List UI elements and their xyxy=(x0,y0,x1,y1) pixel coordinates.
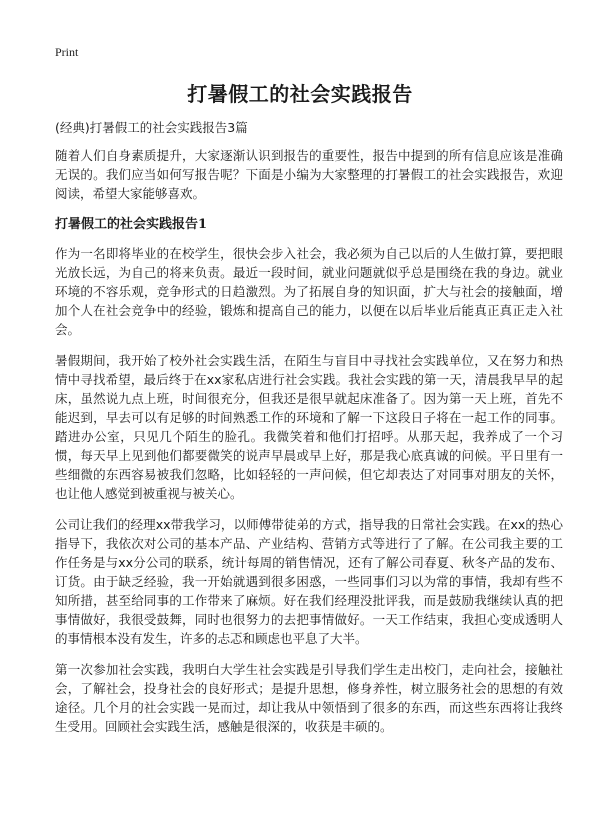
body-paragraph: 作为一名即将毕业的在校学生，很快会步入社会，我必须为自己以后的人生做打算，要把眼光放长远，为自己的将来负责。最近一段时间，就业问题就似乎总是围绕在我的身边。就业环境的不容乐观，竞争形式的日趋激烈。为了拓展自身的知识面，扩大与社会的接触面，增加个人在社会竞争中的经验，锻炼和提高自己的能力，以便在以后毕业后能真正真正走入社会。 xyxy=(55,246,563,337)
document-body xyxy=(55,146,563,748)
intro-paragraph: 随着人们自身素质提升，大家逐渐认识到报告的重要性，报告中提到的所有信息应该是准确无误的。我们应当如何写报告呢？下面是小编为大家整理的打暑假工的社会实践报告，欢迎阅读，希望大家能够喜欢。 xyxy=(55,148,563,201)
body-paragraph: 第一次参加社会实践，我明白大学生社会实践是引导我们学生走出校门，走向社会，接触社会，了解社会，投身社会的良好形式；是提升思想，修身养性，树立服务社会的思想的有效途径。几个月的社会实践一晃而过，却让我从中领悟到了很多的东西，而这些东西将让我终生受用。回顾社会实践生活，感触是很深的，收获是丰硕的。 xyxy=(55,662,563,734)
print-link[interactable]: Print xyxy=(55,45,79,59)
document-subtitle: (经典)打暑假工的社会实践报告3篇 xyxy=(55,120,248,135)
document-title: 打暑假工的社会实践报告 xyxy=(187,82,413,106)
section-heading: 打暑假工的社会实践报告1 xyxy=(55,217,208,232)
body-paragraph: 暑假期间，我开始了校外社会实践生活，在陌生与盲目中寻找社会实践单位，又在努力和热情中寻找希望，最后终于在xx家私店进行社会实践。我社会实践的第一天，清晨我早早的起床，虽然说九点上班，时间很充分，但我还是很早就起床准备了。因为第一天上班，首先不能迟到，早去可以有足够的时间熟悉工作的环境和了解一下这段日子将在一起工作的同事。踏进办公室，只见几个陌生的脸孔。我微笑着和他们打招呼。从那天起，我养成了一个习惯，每天早上见到他们都要微笑的说声早晨或早上好，那是我心底真诚的问候。平日里有一些细微的东西容易被我们忽略，比如轻轻的一声问候，但它却表达了对同事对朋友的关怀，也让他人感觉到被重视与被关心。 xyxy=(55,353,563,501)
body-paragraph: 公司让我们的经理xx带我学习，以师傅带徒弟的方式，指导我的日常社会实践。在xx的热心指导下，我依次对公司的基本产品、产业结构、营销方式等进行了了解。在公司我主要的工作任务是与xx分公司的联系，统计每周的销售情况，还有了解公司春夏、秋冬产品的发布、订货。由于缺乏经验，我一开始就遇到很多困惑，一些同事们习以为常的事情，我却有些不知所措，甚至给同事的工作带来了麻烦。好在我们经理没批评我，而是鼓励我继续认真的把事情做好，我很受鼓舞，同时也很努力的去把事情做好。一天工作结束，我担心变成透明人的事情根本没有发生，许多的忐忑和顾虑也平息了大半。 xyxy=(55,517,563,646)
